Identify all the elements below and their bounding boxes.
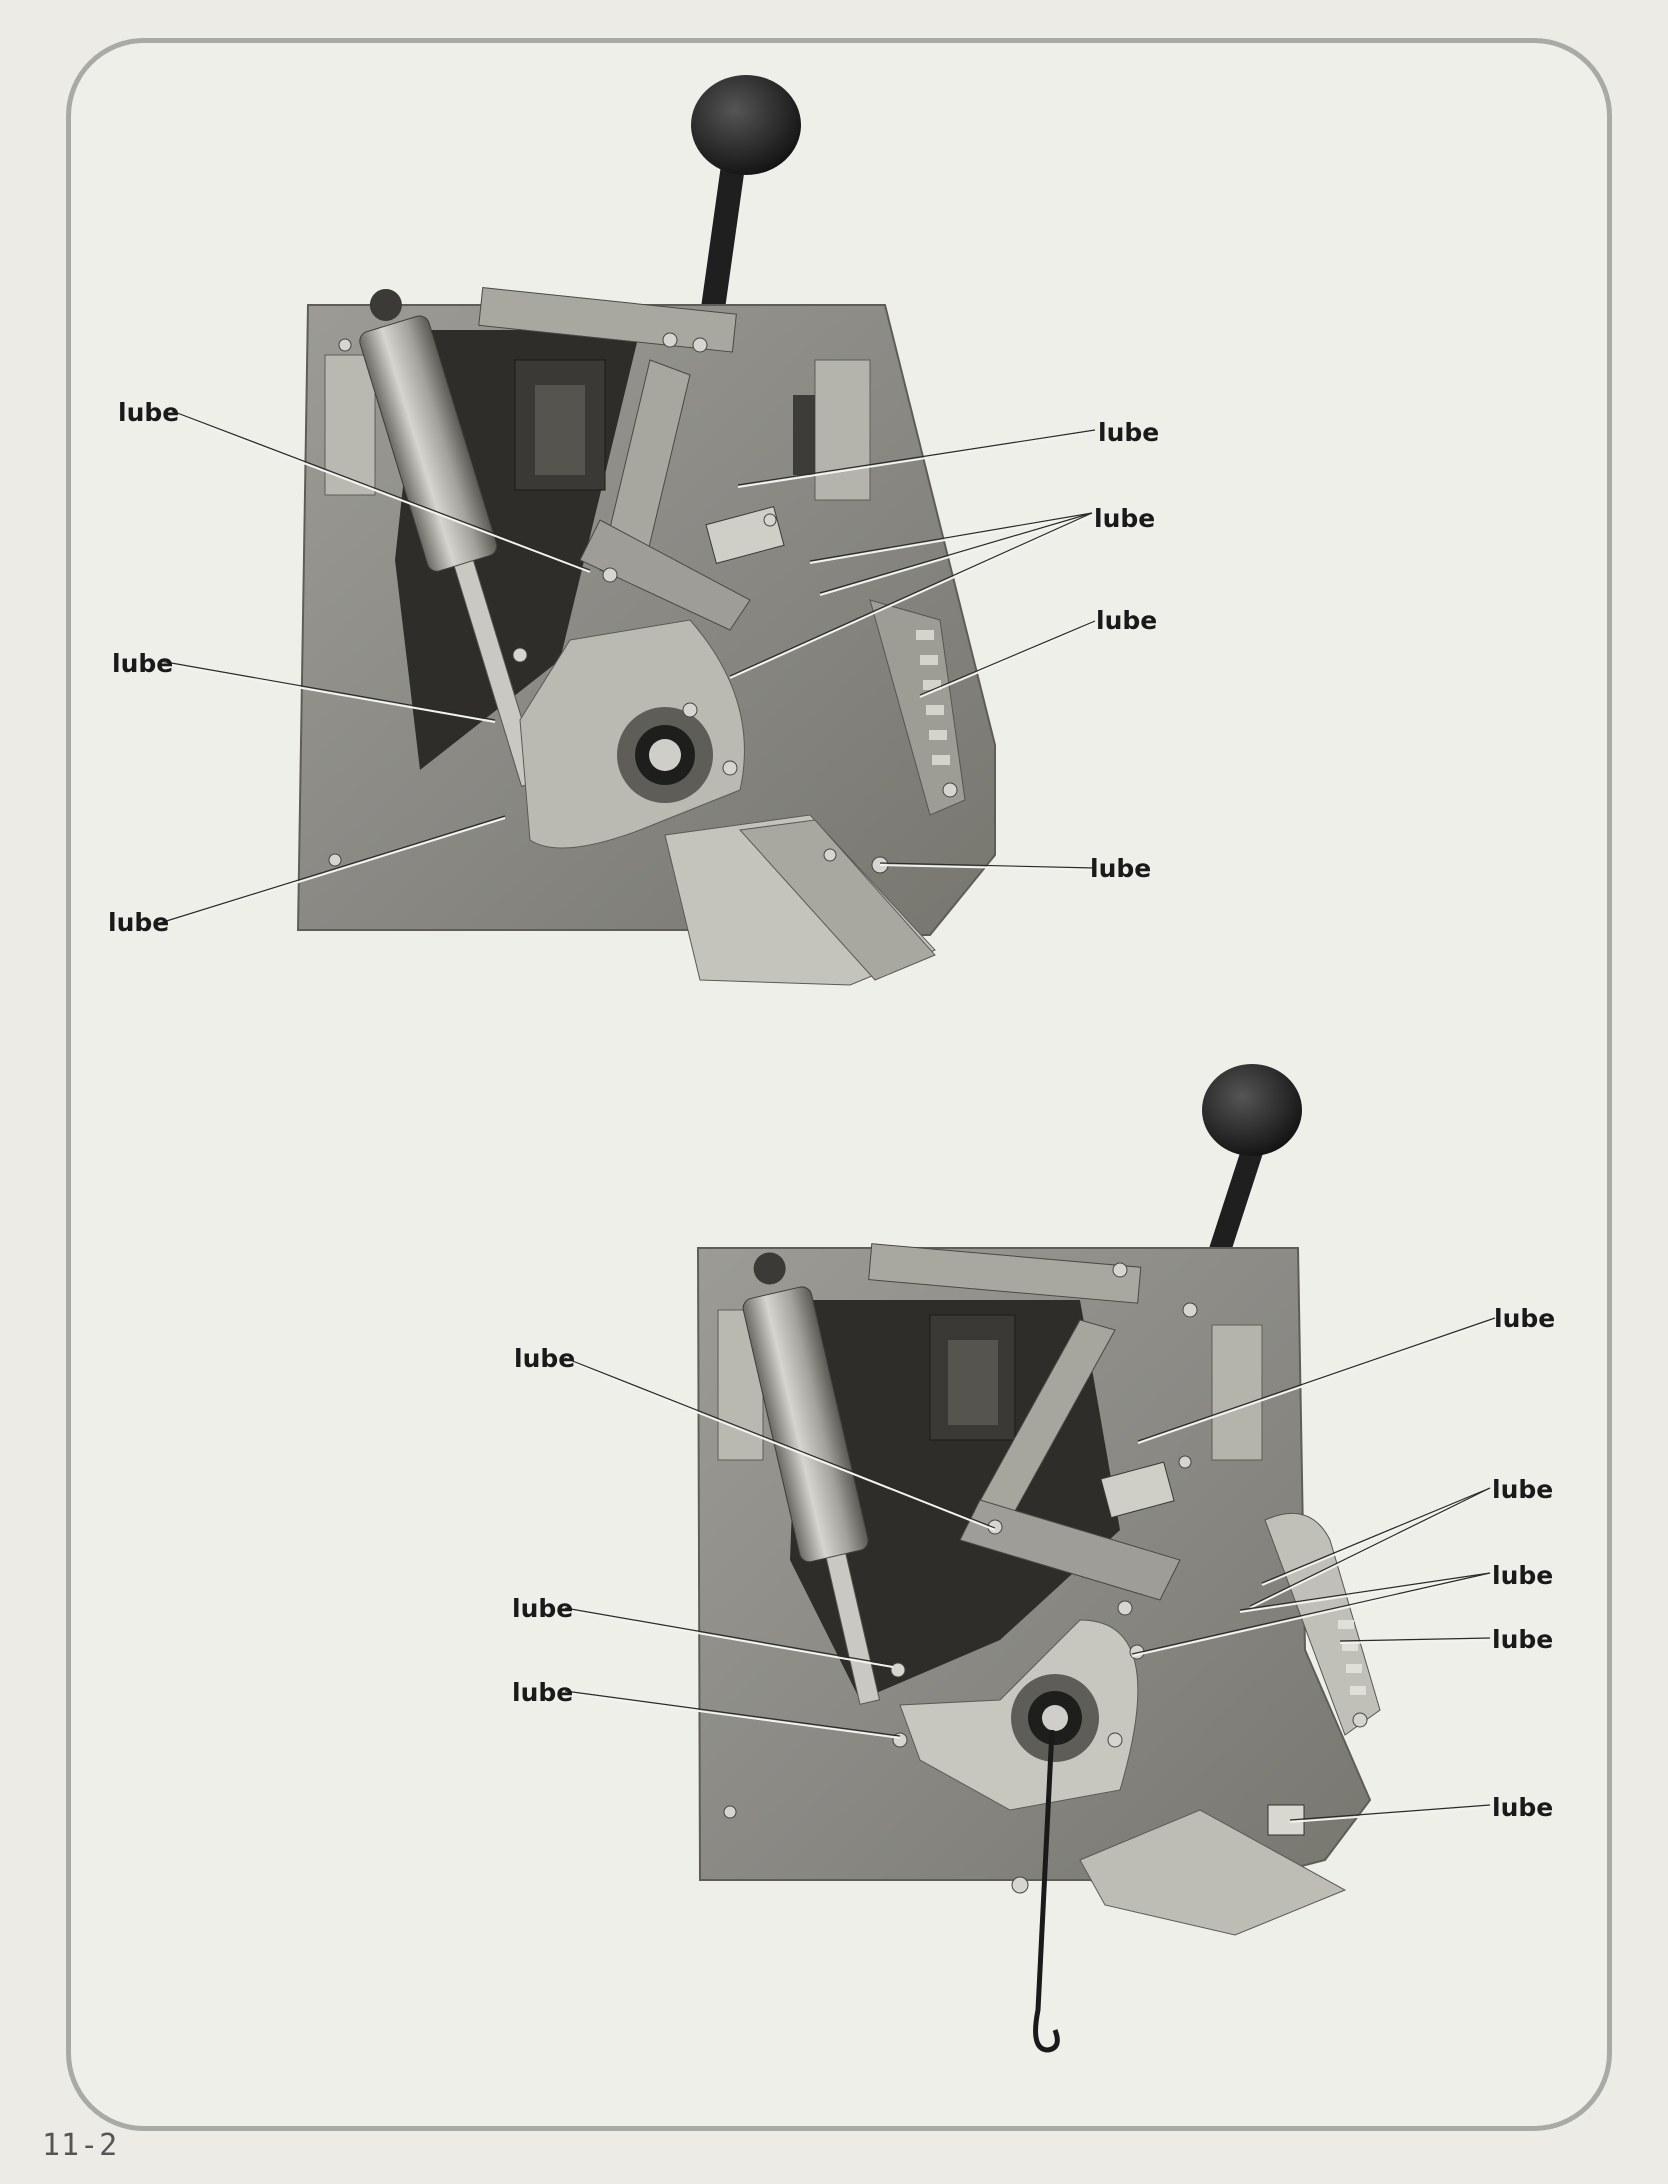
top-mechanism-photo bbox=[160, 75, 1095, 985]
top-lube-label-2: lube bbox=[112, 649, 174, 678]
bottom-lube-label-4: lube bbox=[1492, 1561, 1554, 1590]
page-number: 11-2 bbox=[42, 2128, 119, 2163]
top-lube-label-5: lube bbox=[1094, 504, 1156, 533]
top-lube-label-7: lube bbox=[1090, 854, 1152, 883]
bottom-lube-label-1: lube bbox=[1494, 1304, 1556, 1333]
top-lever-knob bbox=[691, 75, 801, 175]
bottom-mechanism-photo bbox=[565, 1064, 1495, 2050]
bottom-lever-knob bbox=[1202, 1064, 1302, 1156]
bottom-lube-label-8: lube bbox=[1492, 1793, 1554, 1822]
top-lube-label-6: lube bbox=[1096, 606, 1158, 635]
top-lube-label-1: lube bbox=[118, 398, 180, 427]
bottom-lube-label-5: lube bbox=[1492, 1625, 1554, 1654]
top-lube-label-4: lube bbox=[1098, 418, 1160, 447]
bottom-lube-label-2: lube bbox=[514, 1344, 576, 1373]
bottom-lube-label-6: lube bbox=[512, 1594, 574, 1623]
top-lube-label-3: lube bbox=[108, 908, 170, 937]
bottom-lube-label-3: lube bbox=[1492, 1475, 1554, 1504]
bottom-lube-label-7: lube bbox=[512, 1678, 574, 1707]
